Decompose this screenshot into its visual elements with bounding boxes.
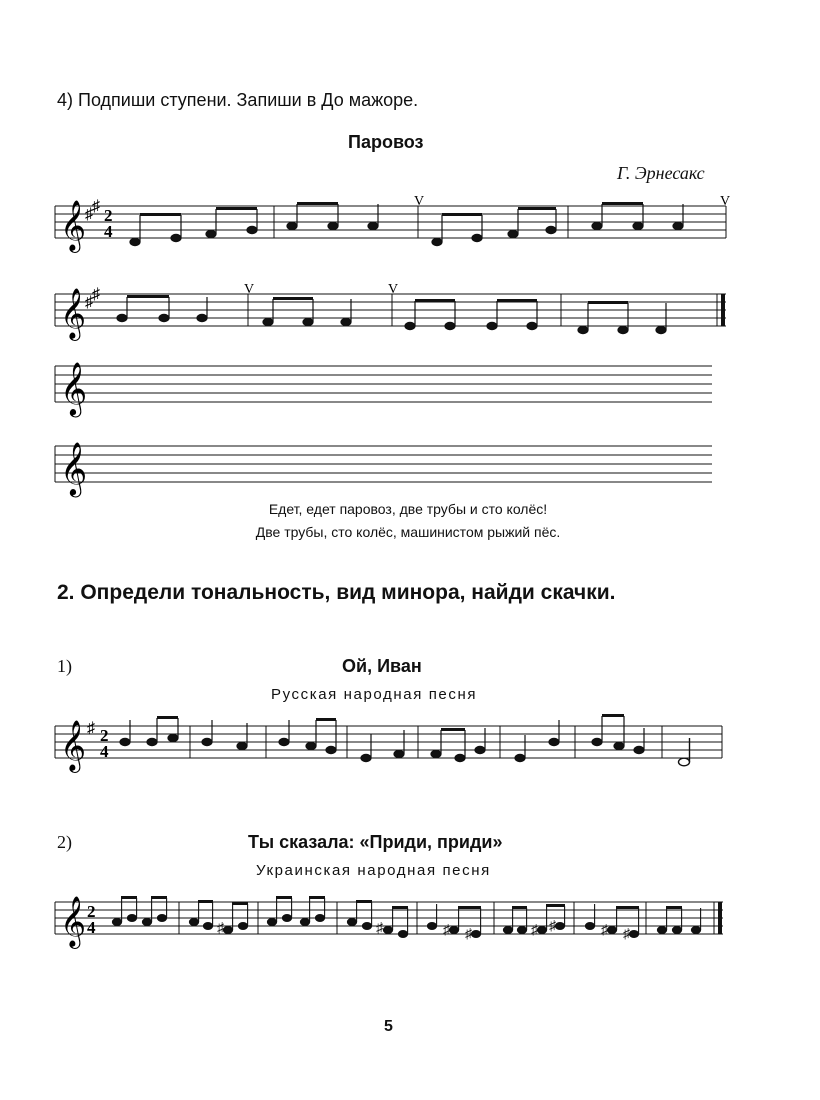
svg-text:𝄞: 𝄞 [60, 289, 87, 338]
lyrics-line-2: Две трубы, сто колёс, машинистом рыжий пёс. [255, 524, 561, 540]
song-subtitle-ukrainian: Украинская народная песня [256, 862, 491, 879]
song-title-ty-skazala: Ты сказала: «Приди, приди» [248, 832, 503, 852]
svg-text:♯: ♯ [531, 923, 538, 938]
sharp-f-icon: ♯ [85, 206, 93, 223]
svg-text:4: 4 [100, 742, 109, 761]
page-number: 5 [384, 1018, 393, 1035]
staff-parovoz-line-2 [0, 282, 820, 346]
composer-name: Г. Эрнесакс [617, 163, 705, 183]
svg-text:𝄞: 𝄞 [60, 363, 88, 414]
svg-text:4: 4 [104, 222, 113, 241]
song-lyrics [188, 498, 628, 544]
treble-clef-icon: 𝄞 [60, 201, 87, 250]
svg-text:𝄞: 𝄞 [60, 443, 88, 494]
svg-text:♯: ♯ [217, 921, 224, 936]
task-4-instruction: 4) Подпиши ступени. Запиши в До мажоре. [57, 90, 419, 110]
sharp-c-icon: ♯ [92, 198, 100, 215]
svg-text:4: 4 [87, 918, 96, 937]
svg-text:V: V [244, 282, 255, 297]
song-subtitle-russian: Русская народная песня [271, 686, 478, 703]
svg-text:V: V [388, 282, 399, 297]
svg-text:2: 2 [100, 726, 109, 745]
staff-parovoz-line-1 [0, 194, 820, 258]
svg-text:𝄞: 𝄞 [60, 897, 87, 946]
song-title-parovoz: Паровоз [348, 132, 424, 152]
staff-oi-ivan [0, 720, 820, 780]
svg-text:♯: ♯ [92, 286, 100, 303]
svg-text:♯: ♯ [549, 919, 556, 934]
svg-text:♯: ♯ [443, 923, 450, 938]
section-2-heading: 2. Определи тональность, вид минора, найди скачки. [57, 581, 616, 604]
svg-text:♯: ♯ [623, 927, 630, 942]
empty-staff-2[interactable] [0, 443, 820, 496]
svg-text:𝄞: 𝄞 [60, 721, 87, 770]
svg-text:2: 2 [87, 902, 96, 921]
svg-text:♯: ♯ [465, 927, 472, 942]
empty-staff-1[interactable] [0, 363, 820, 416]
staff-ty-skazala [0, 896, 820, 956]
svg-text:♯: ♯ [87, 720, 95, 737]
lyrics-line-1: Едет, едет паровоз, две трубы и сто колёс! [268, 501, 548, 517]
exercise-number-2: 2) [57, 832, 72, 852]
svg-text:V: V [414, 194, 425, 209]
svg-text:V: V [720, 194, 731, 209]
svg-text:♯: ♯ [85, 294, 93, 311]
svg-text:♯: ♯ [601, 923, 608, 938]
exercise-number-1: 1) [57, 656, 72, 676]
svg-text:2: 2 [104, 206, 113, 225]
svg-text:♯: ♯ [376, 921, 383, 936]
song-title-oi-ivan: Ой, Иван [342, 656, 422, 676]
